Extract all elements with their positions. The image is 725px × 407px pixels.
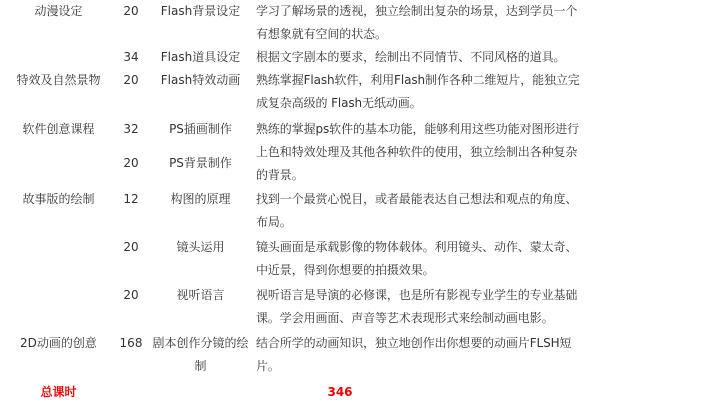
row-description: 视听语言是导演的必修课，也是所有影视专业学生的专业基础课。学会用画面、声音等艺术表现形式来绘制动画电影。 (256, 288, 578, 325)
total-label: 总课时 (40, 385, 77, 399)
row-hours: 32 (123, 122, 139, 136)
row-course: 剧本创作分镜的绘制 (152, 336, 249, 373)
row-course: 构图的原理 (170, 192, 231, 206)
row-category: 2D动画的创意 (20, 336, 97, 350)
row-description: 找到一个最赏心悦目，或者最能表达自己想法和观点的角度、布局。 (256, 192, 578, 229)
row-hours: 12 (123, 192, 139, 206)
row-hours: 20 (123, 4, 139, 18)
row-description: 镜头画面是承载影像的物体载体。利用镜头、动作、蒙太奇、中近景，得到你想要的拍摄效果。 (256, 240, 578, 277)
row-description: 结合所学的动画知识，独立地创作出你想要的动画片FLSH短片。 (256, 336, 572, 373)
row-course: PS插画制作 (169, 122, 232, 136)
row-hours: 20 (123, 73, 139, 87)
row-category: 故事版的绘制 (22, 192, 95, 206)
row-course: PS背景制作 (169, 156, 232, 170)
row-description: 根据文字剧本的要求，绘制出不同情节、不同风格的道具。 (256, 50, 566, 64)
row-description: 学习了解场景的透视，独立绘制出复杂的场景，达到学员一个有想象就有空间的状态。 (256, 4, 578, 41)
row-category: 软件创意课程 (22, 122, 95, 136)
row-course: 视听语言 (176, 288, 225, 302)
row-hours: 34 (123, 50, 139, 64)
row-hours: 20 (123, 288, 139, 302)
row-description: 熟练的掌握ps软件的基本功能，能够利用这些功能对图形进行上色和特效处理及其他各种软件的使用，独立绘制出各种复杂的背景。 (256, 122, 580, 182)
row-category: 动漫设定 (34, 4, 83, 18)
row-course: Flash道具设定 (160, 50, 241, 64)
row-hours: 20 (123, 240, 139, 254)
row-hours: 20 (123, 156, 139, 170)
row-course: Flash特效动画 (160, 73, 241, 87)
row-category: 特效及自然景物 (16, 73, 101, 87)
row-course: Flash背景设定 (160, 4, 241, 18)
row-course: 镜头运用 (176, 240, 225, 254)
row-description: 熟练掌握Flash软件，利用Flash制作各种二维短片，能独立完成复杂高级的 Flash无纸动画。 (256, 73, 580, 110)
row-hours: 168 (119, 336, 143, 350)
total-value: 346 (327, 385, 353, 399)
